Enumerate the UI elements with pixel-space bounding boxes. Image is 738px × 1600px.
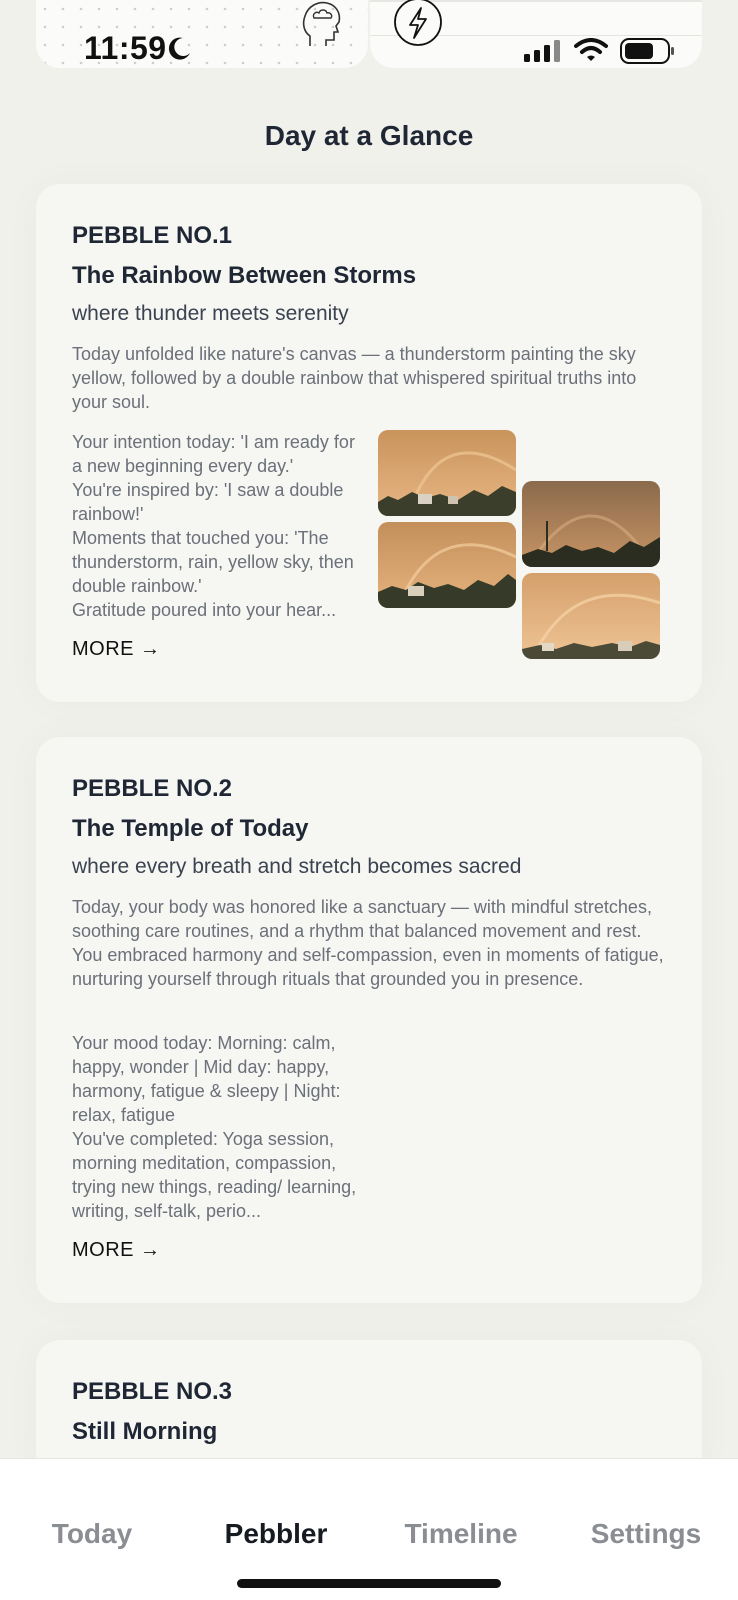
tab-timeline[interactable]: Timeline [404, 1518, 518, 1549]
rainbow-photo-2[interactable] [378, 522, 516, 608]
pebble-card-1[interactable] [36, 184, 702, 702]
moon-icon [166, 36, 192, 62]
pebble-number: PEBBLE NO.3 [72, 1378, 233, 1405]
tab-settings[interactable]: Settings [590, 1518, 702, 1549]
home-indicator[interactable] [237, 1579, 501, 1588]
pebble-card-2[interactable] [36, 737, 702, 1303]
lightning-icon [393, 0, 443, 48]
tab-pebbler[interactable]: Pebbler [224, 1518, 328, 1549]
pebble-title: Still Morning [72, 1418, 218, 1445]
pebble-detail-line: You've completed: Yoga session, morning meditation, compassion, trying new things, reading/ learning, writing, self-talk, perio... [72, 1129, 357, 1221]
pebble-details [72, 1031, 366, 1225]
wifi-icon [574, 38, 608, 62]
pebble-number: PEBBLE NO.1 [72, 222, 233, 249]
rainbow-photo-4[interactable] [522, 573, 660, 659]
page-title: Day at a Glance [264, 120, 474, 151]
pebble-detail-line: Gratitude poured into your hear... [72, 600, 337, 620]
pebble-subtitle: where every breath and stretch becomes sacred [72, 855, 522, 878]
pebble-title: The Temple of Today [72, 815, 309, 842]
more-button[interactable]: MORE → [72, 638, 161, 660]
pebble-description: Today, your body was honored like a sanctuary — with mindful stretches, soothing care routines, and a rhythm that balanced movement and rest. You embraced harmony and self-compassion, even in moments of fatigue, nurturing yourself through rituals that grounded you in presence. [72, 897, 664, 989]
pebble-details [72, 430, 364, 624]
status-time: 11:59 [84, 30, 167, 66]
signal-icon [524, 40, 562, 62]
head-cloud-icon [300, 0, 342, 48]
pebble-subtitle: where thunder meets serenity [72, 302, 349, 325]
pebble-detail-line: Your intention today: 'I am ready for a new beginning every day.' [72, 432, 355, 476]
pebble-number: PEBBLE NO.2 [72, 775, 233, 802]
pebble-detail-line: Moments that touched you: 'The thunderstorm, rain, yellow sky, then double rainbow.' [72, 528, 354, 596]
pebble-detail-line: Your mood today: Morning: calm, happy, wonder | Mid day: happy, harmony, fatigue & sleepy | Night: relax, fatigue [72, 1033, 341, 1125]
battery-icon [620, 38, 676, 64]
more-button[interactable]: MORE → [72, 1239, 161, 1261]
pebble-detail-line: You're inspired by: 'I saw a double rainbow!' [72, 480, 344, 524]
pebble-title: The Rainbow Between Storms [72, 262, 417, 289]
rainbow-photo-1[interactable] [378, 430, 516, 516]
pebble-description: Today unfolded like nature's canvas — a thunderstorm painting the sky yellow, followed by a double rainbow that whispered spiritual truths into your soul. [72, 344, 637, 412]
rainbow-photo-3[interactable] [522, 481, 660, 567]
tab-today[interactable]: Today [51, 1518, 133, 1549]
